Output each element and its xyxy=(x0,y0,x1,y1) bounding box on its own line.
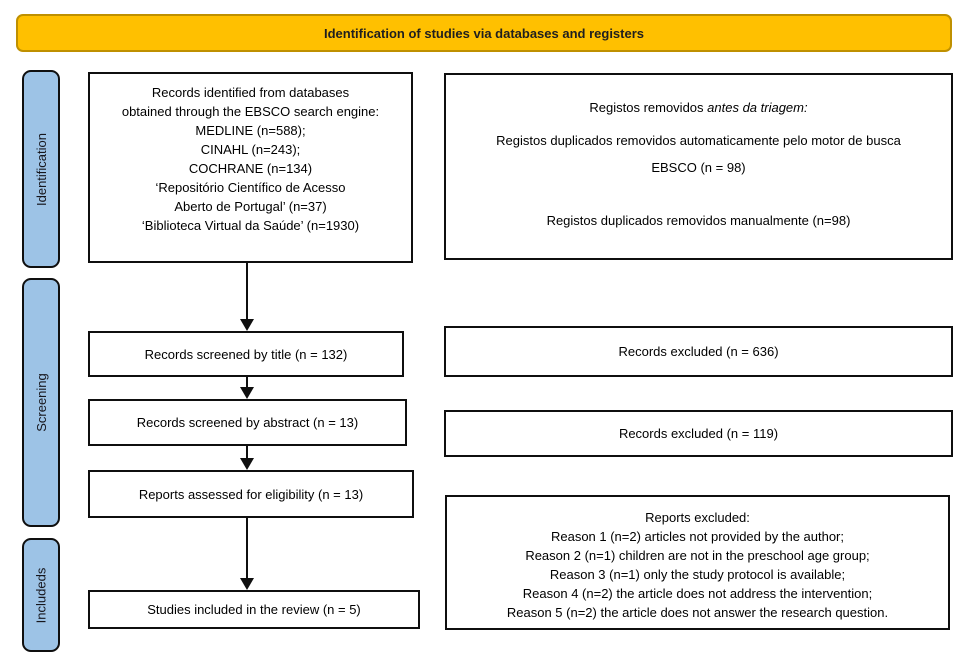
arrow-head-icon xyxy=(240,319,254,331)
box-records-screened-abstract xyxy=(88,399,407,446)
heading-italic-text: antes da triagem: xyxy=(707,100,808,115)
records-identified-line: COCHRANE (n=134) xyxy=(188,161,313,176)
box-records-removed-before-screening xyxy=(444,73,953,260)
records-excluded-title-label: Records excluded (n = 636) xyxy=(618,344,779,359)
down-arrow-identified-to-title-screening xyxy=(240,263,254,331)
down-arrow-abstract-to-eligibility xyxy=(240,446,254,470)
manual-duplicates-removed-line: Registos duplicados removidos manualmente (n=98) xyxy=(546,213,851,228)
down-arrow-title-to-abstract-screening xyxy=(240,377,254,399)
records-excluded-abstract-label: Records excluded (n = 119) xyxy=(618,426,779,441)
arrow-head-icon xyxy=(240,578,254,590)
records-identified-line: Records identified from databases xyxy=(151,85,350,100)
records-identified-line: CINAHL (n=243); xyxy=(200,142,301,157)
reports-excluded-line: Reason 3 (n=1) only the study protocol is available; xyxy=(549,567,846,582)
box-reports-assessed xyxy=(88,470,414,518)
stage-identification xyxy=(22,70,60,268)
box-records-excluded-title xyxy=(444,326,953,377)
records-screened-title-label: Records screened by title (n = 132) xyxy=(144,346,348,362)
stage-screening-label: Screening xyxy=(33,373,49,432)
reports-excluded-line: Reason 5 (n=2) the article does not answer the research question. xyxy=(506,605,889,620)
reports-excluded-line: Reason 4 (n=2) the article does not address the intervention; xyxy=(522,586,873,601)
down-arrow-eligibility-to-included xyxy=(240,518,254,590)
banner-title-text: Identification of studies via databases and registers xyxy=(323,25,645,41)
removed-before-screening-heading xyxy=(446,99,951,116)
banner-title xyxy=(16,14,952,52)
arrow-shaft xyxy=(246,263,248,319)
records-identified-line: ‘Biblioteca Virtual da Saúde’ (n=1930) xyxy=(141,218,360,233)
records-identified-line: obtained through the EBSCO search engine: xyxy=(121,104,380,119)
reports-excluded-line: Reports excluded: xyxy=(645,510,750,525)
stage-included-label: Includeds xyxy=(33,567,49,623)
arrow-head-icon xyxy=(240,387,254,399)
records-screened-abstract-label: Records screened by abstract (n = 13) xyxy=(136,415,359,430)
auto-duplicates-removed-count: EBSCO (n = 98) xyxy=(651,160,746,175)
auto-duplicates-removed-line: Registos duplicados removidos automaticamente pelo motor de busca xyxy=(496,133,901,148)
box-records-screened-title xyxy=(88,331,404,377)
stage-identification-label: Identification xyxy=(33,132,49,206)
studies-included-label: Studies included in the review (n = 5) xyxy=(147,602,361,617)
arrow-head-icon xyxy=(240,458,254,470)
box-records-identified xyxy=(88,72,413,263)
box-records-excluded-abstract xyxy=(444,410,953,457)
stage-screening xyxy=(22,278,60,527)
reports-excluded-line: Reason 2 (n=1) children are not in the preschool age group; xyxy=(525,548,870,563)
stage-included xyxy=(22,538,60,652)
reports-excluded-line: Reason 1 (n=2) articles not provided by the author; xyxy=(550,529,845,544)
arrow-shaft xyxy=(246,446,248,458)
box-studies-included xyxy=(88,590,420,629)
records-identified-line: MEDLINE (n=588); xyxy=(195,123,306,138)
reports-assessed-label: Reports assessed for eligibility (n = 13) xyxy=(138,486,364,502)
heading-normal-text: Registos removidos xyxy=(589,100,708,115)
arrow-shaft xyxy=(246,518,248,578)
records-identified-line: Aberto de Portugal’ (n=37) xyxy=(174,199,327,214)
records-identified-line: ‘Repositório Científico de Acesso xyxy=(155,180,346,195)
box-reports-excluded xyxy=(445,495,950,630)
arrow-shaft xyxy=(246,377,248,387)
